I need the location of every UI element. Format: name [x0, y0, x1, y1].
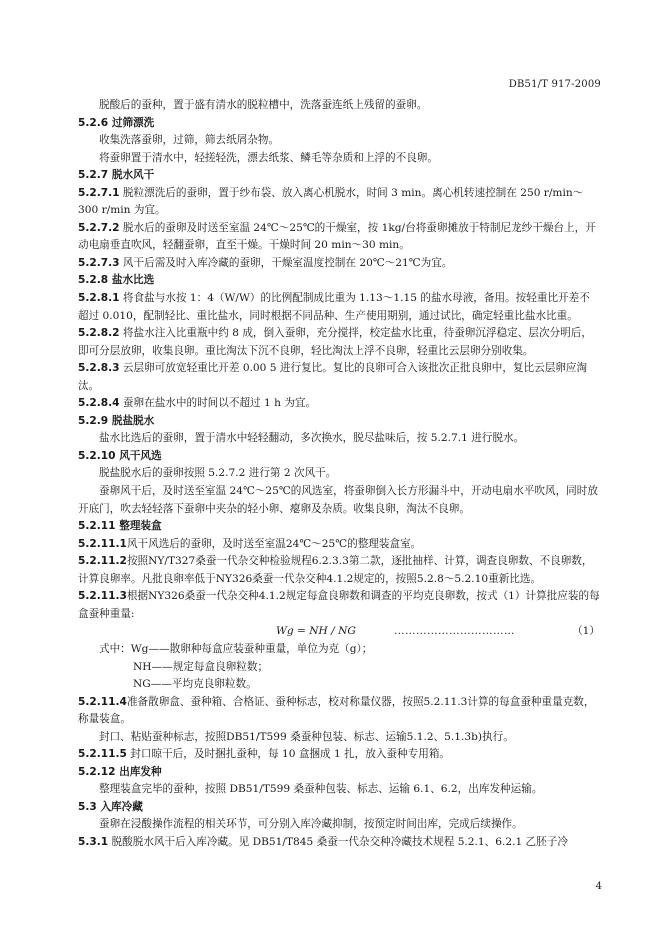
section-heading: 5.2.6 过筛漂洗	[78, 116, 155, 129]
clause-text: 风干风选后的蚕卵，及时送至室温24℃～25℃的整理装盒室。	[126, 537, 422, 550]
clause-number: 5.2.11.3	[78, 590, 127, 603]
paragraph: 将蚕卵置于清水中，轻搓轻洗，漂去纸浆、鳞毛等杂质和上浮的不良卵。	[99, 151, 438, 164]
paragraph: 脱酸后的蚕种，置于盛有清水的脱粒槽中，洗落蚕连纸上残留的蚕卵。	[99, 99, 428, 111]
section-heading: 5.2.8 盐水比选	[78, 274, 155, 287]
numbered-clause	[78, 220, 600, 255]
clause-text: 将食盐与水按 1：4（W/W）的比例配制成比重为 1.13～1.15 的盐水母液，备用。按轻重比开差不超过 0.010，配制轻比、重比盐水，同时根据不同品种、生产使用期别，通过试比，确定轻重比盐水比重。	[78, 292, 590, 322]
clause-text: 云层卵可放宽轻重比开差 0.00 5 进行复比。复比的良卵可合入该批次正批良卵中，复比云层卵应淘汰。	[78, 362, 588, 392]
numbered-clause	[78, 360, 600, 395]
clause-text: 蚕卵在盐水中的时间以不超过 1 h 为宜。	[119, 397, 317, 410]
clause-number: 5.2.7.3	[78, 256, 120, 269]
clause-text: 风干后需及时入库冷藏的蚕卵，干燥室温度控制在 20℃～21℃为宜。	[119, 256, 453, 269]
clause-number: 5.2.7.1	[78, 186, 120, 199]
clause-number: 5.2.8.3	[78, 362, 120, 375]
clause-text: 脱水后的蚕卵及时送至室温 24℃～25℃的干燥室，按 1kg/台将蚕卵摊放于特制尼龙纱干燥台上，开动电扇垂直吹风，轻翻蚕卵，直至干燥。干燥时间 20 min～30 min。	[78, 221, 596, 252]
numbered-clause	[78, 694, 600, 729]
formula-line	[78, 623, 600, 641]
numbered-clause	[78, 834, 600, 852]
numbered-clause	[78, 185, 600, 220]
section-heading: 5.2.9 脱盐脱水	[78, 414, 155, 427]
paragraph: 蚕卵风干后，及时送至室温 24℃～25℃的风选室，将蚕卵倒入长方形漏斗中，开动电扇水平吹风，同时放开底门，吹去轻轻落下蚕卵中夹杂的轻小卵、瘪卵及杂质。收集良卵，淘汰不良卵。	[78, 485, 598, 515]
numbered-clause	[78, 290, 600, 325]
section-heading: 5.3 入库冷藏	[78, 800, 143, 813]
numbered-clause	[78, 553, 600, 588]
clause-text: 根据NY326桑蚕一代杂交种4.1.2规定每盒良卵数和调查的平均克良卵数，按式（1）计算批应装的每盒蚕种重量:	[78, 590, 600, 620]
numbered-clause	[78, 588, 600, 623]
clause-number: 5.2.8.1	[78, 292, 120, 305]
formula-expression: Wg = NH / NG	[276, 625, 356, 638]
paragraph: 盐水比选后的蚕卵，置于清水中轻轻翻动，多次换水，脱尽盐味后，按 5.2.7.1 进行脱水。	[99, 432, 525, 445]
document-body	[78, 97, 600, 852]
formula-legend-item: NH——规定每盒良卵粒数；	[133, 660, 269, 673]
section-heading: 5.2.7 脱水风干	[78, 169, 155, 182]
formula-legend: 式中：Wg——散卵种每盒应装蚕种重量，单位为克（g）；	[99, 642, 373, 655]
clause-number: 5.2.8.4	[78, 397, 120, 410]
clause-text: 按照NY/T327桑蚕一代杂交种检验规程6.2.3.3第二款，逐批抽样、计算，调查良卵数、不良卵数，计算良卵率。凡批良卵率低于NY326桑蚕一代杂交种4.1.2规定的，按照5.2.8～5.2.10重新比选。	[78, 555, 593, 585]
clause-text: 将盐水注入比重瓶中约 8 成，倒入蚕卵，充分搅拌，校定盐水比重，待蚕卵沉浮稳定、层次分明后，即可分层放卵，收集良卵。重比淘汰下沉不良卵，轻比淘汰上浮不良卵，轻重比云层卵分别收集。	[78, 327, 592, 357]
document-id-header: DB51/T 917-2009	[508, 79, 601, 90]
paragraph: 整理装盒完毕的蚕种，按照 DB51/T599 桑蚕种包装、标志、运输 6.1、6.2，出库发种运输。	[99, 783, 543, 796]
formula-leader-dots: ……………………………	[394, 625, 515, 638]
clause-number: 5.2.7.2	[78, 221, 120, 234]
clause-text: 脱粒漂洗后的蚕卵，置于纱布袋、放入离心机脱水，时间 3 min。离心机转速控制在 250 r/min～300 r/min 为宜。	[78, 186, 584, 217]
numbered-clause	[78, 255, 600, 273]
clause-text: 封口晾干后，及时捆扎蚕种，每 10 盒捆成 1 扎，放入蚕种专用箱。	[126, 748, 451, 761]
section-heading: 5.2.12 出库发种	[78, 765, 162, 778]
clause-number: 5.3.1	[78, 835, 109, 848]
section-heading: 5.2.10 风干风选	[78, 449, 162, 462]
paragraph: 收集洗落蚕卵，过筛，筛去纸屑杂物。	[99, 134, 280, 147]
section-heading: 5.2.11 整理装盒	[78, 520, 162, 533]
paragraph: 蚕卵在浸酸操作流程的相关环节，可分别入库冷藏抑制，按预定时间出库，完成后续操作。	[99, 818, 523, 831]
clause-number: 5.2.11.1	[78, 537, 127, 550]
numbered-clause	[78, 746, 600, 764]
formula-legend-item: NG——平均克良卵粒数。	[133, 678, 257, 691]
clause-number: 5.2.8.2	[78, 327, 120, 340]
numbered-clause	[78, 325, 600, 360]
numbered-clause	[78, 395, 600, 413]
paragraph: 封口、粘贴蚕种标志，按照DB51/T599 桑蚕种包装、标志、运输5.1.2、5.1.3b)执行。	[99, 730, 514, 743]
clause-number: 5.2.11.4	[78, 695, 127, 708]
clause-text: 脱酸脱水风干后入库冷藏。见 DB51/T845 桑蚕一代杂交种冷藏技术规程 5.2.1、6.2.1 乙胚子冷	[108, 835, 568, 848]
page-number: 4	[595, 881, 602, 892]
equation-number: （1）	[572, 625, 600, 638]
numbered-clause	[78, 536, 600, 554]
paragraph: 脱盐脱水后的蚕卵按照 5.2.7.2 进行第 2 次风干。	[99, 467, 337, 480]
clause-text: 准备散卵盒、蚕种箱、合格证、蚕种标志，校对称量仪器，按照5.2.11.3计算的每盒蚕种重量克数，称量装盒。	[78, 695, 595, 726]
clause-number: 5.2.11.2	[78, 555, 127, 568]
clause-number: 5.2.11.5	[78, 748, 127, 761]
